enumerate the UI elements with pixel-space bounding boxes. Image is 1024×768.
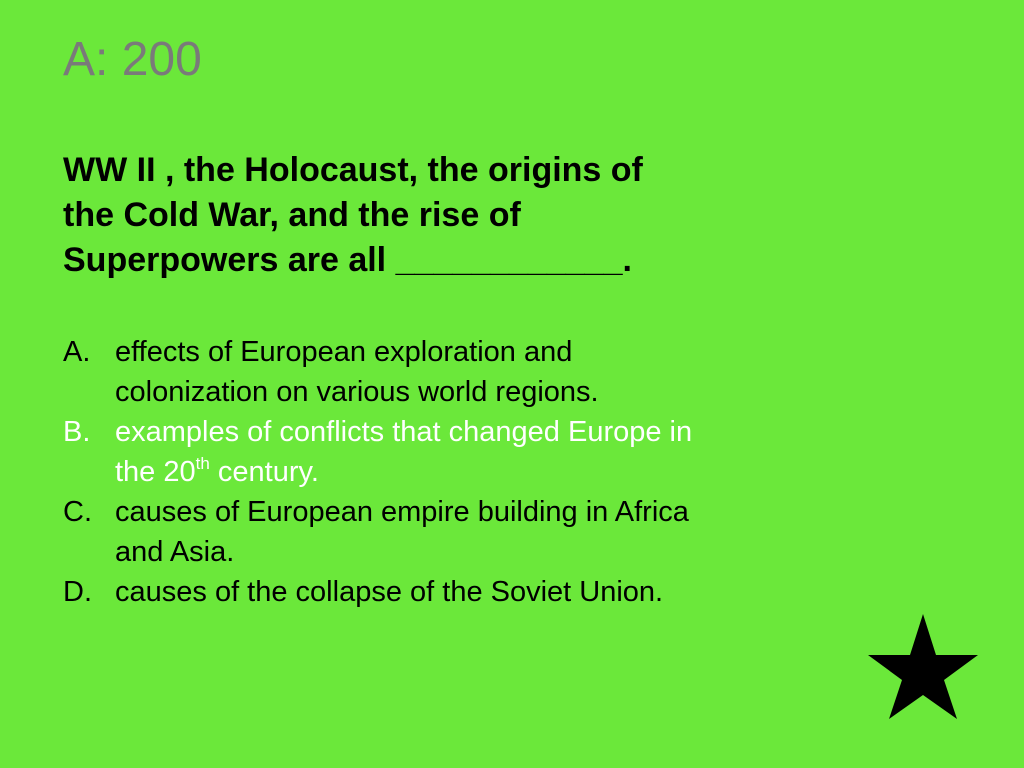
option-line: and Asia. [115,536,235,568]
question-line: WW II , the Holocaust, the origins of [63,151,643,189]
answer-option-b [63,412,823,492]
answer-option-c [63,492,823,572]
question-text [63,148,783,283]
option-line: effects of European exploration and [115,336,573,368]
option-line: causes of European empire building in Africa [115,496,689,528]
answer-options [63,332,823,612]
option-text [115,332,823,412]
option-letter: B. [63,416,91,448]
option-line-end: century. [209,456,319,488]
option-text [115,492,823,572]
option-letter: C. [63,496,92,528]
question-line: Superpowers are all ____________. [63,241,632,279]
answer-option-d [63,572,823,612]
ordinal-superscript: th [195,454,210,473]
option-text [115,572,823,612]
option-line [115,452,823,492]
option-text [115,412,823,492]
option-letter: D. [63,576,92,608]
option-line: examples of conflicts that changed Europe in [115,416,693,448]
option-line: causes of the collapse of the Soviet Union. [115,576,664,608]
slide-title: A: 200 [63,33,202,86]
question-line: the Cold War, and the rise of [63,196,521,234]
option-letter: A. [63,336,91,368]
option-line-start: the 20 [115,456,196,488]
option-line: colonization on various world regions. [115,376,599,408]
star-icon[interactable] [866,612,980,720]
answer-option-a [63,332,823,412]
